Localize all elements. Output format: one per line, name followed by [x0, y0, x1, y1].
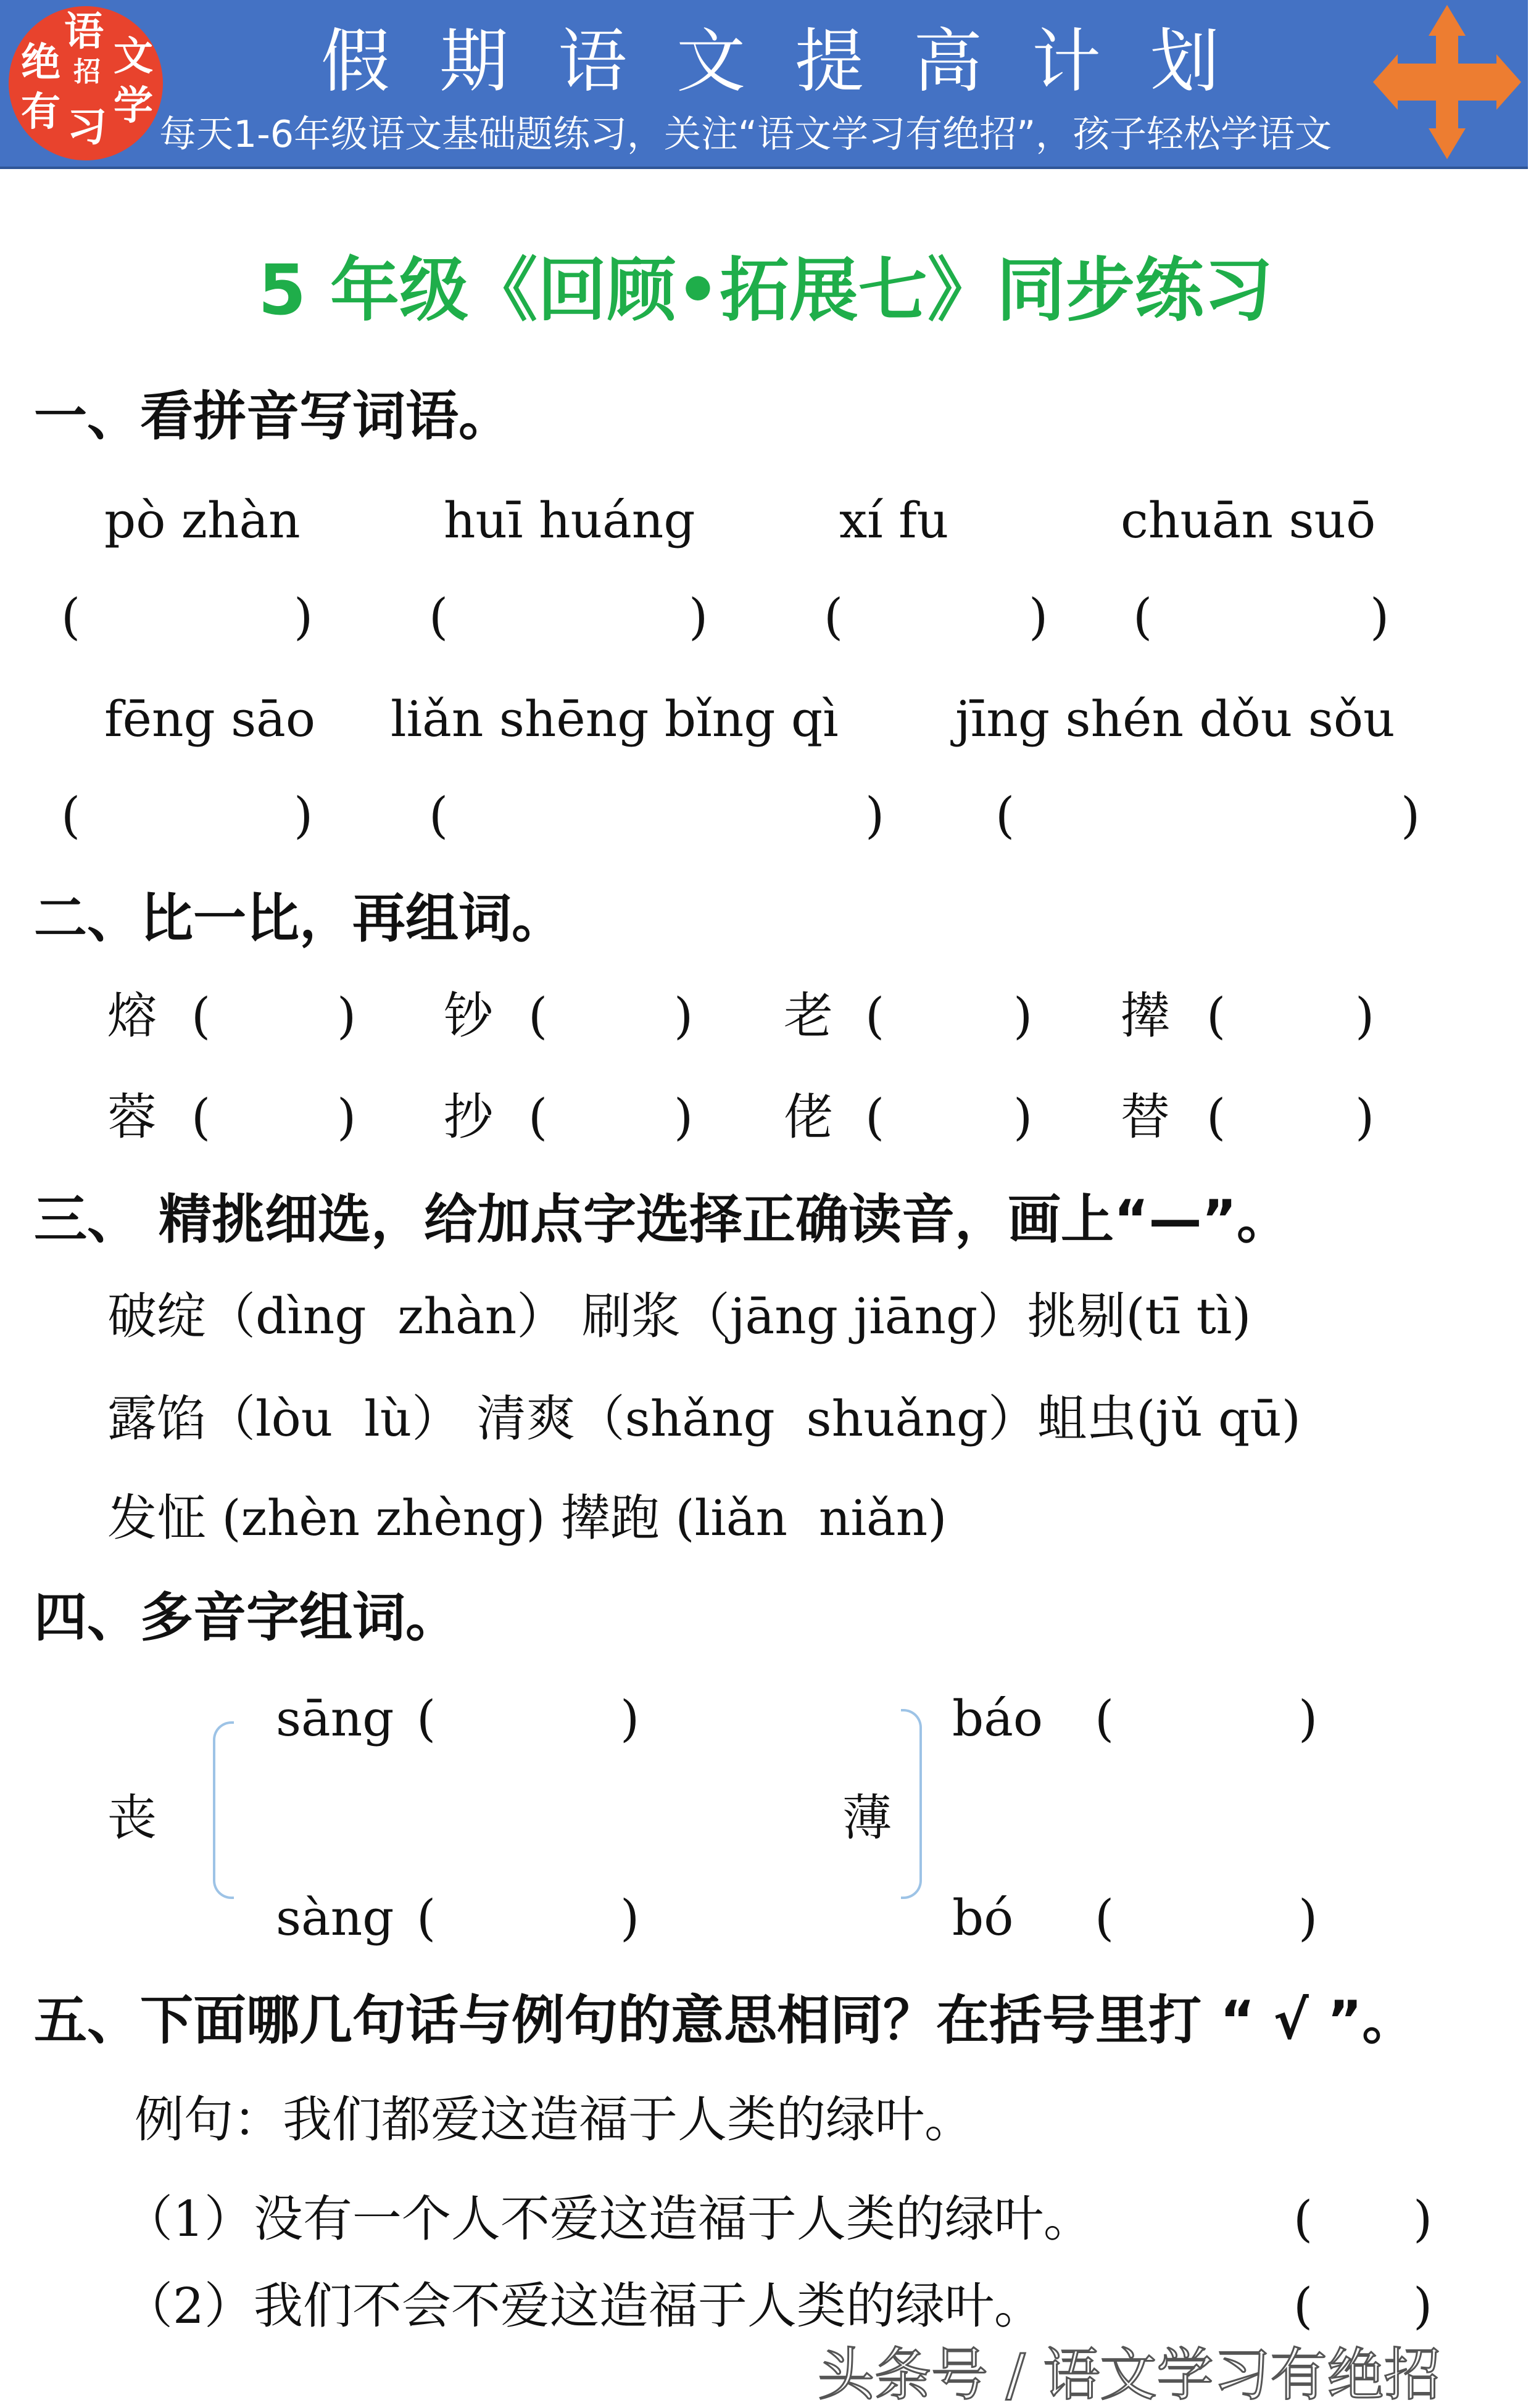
- banner-subtitle: 每天1-6年级语文基础题练习，关注“语文学习有绝招”，孩子轻松学语文: [159, 113, 1332, 156]
- section-3-heading: 三、 精挑细选，给加点字选择正确读音，画上“—”。: [34, 1189, 1290, 1251]
- bracket: ): [674, 987, 694, 1045]
- question-item: （2）我们不会不爱这造福于人类的绿叶。: [123, 2277, 1043, 2335]
- answer-bracket-open: (: [61, 787, 81, 844]
- logo-char: 文: [114, 34, 153, 80]
- reading-choice-line: 发怔 (zhèn zhèng) 撵跑 (liǎn niǎn): [107, 1489, 947, 1547]
- answer-bracket-open: (: [824, 588, 844, 645]
- bracket: ): [1298, 1690, 1318, 1747]
- header-banner: [0, 0, 1528, 169]
- logo-char: 有: [21, 89, 60, 135]
- answer-bracket-close: ): [1029, 588, 1048, 645]
- bracket: (: [191, 987, 211, 1045]
- bracket: ): [337, 987, 357, 1045]
- answer-bracket-open: (: [429, 588, 449, 645]
- bracket: ): [620, 1889, 640, 1947]
- answer-bracket-close: ): [1413, 2190, 1433, 2248]
- char: 老: [784, 987, 833, 1045]
- bracket: (: [417, 1690, 436, 1747]
- answer-bracket-open: (: [61, 588, 81, 645]
- reading: sāng: [276, 1690, 394, 1747]
- answer-bracket-open: (: [1293, 2277, 1313, 2335]
- polyphone-char: 薄: [842, 1789, 892, 1847]
- pinyin: fēng sāo: [104, 690, 316, 748]
- char: 钞: [444, 987, 493, 1045]
- page-title: 5 年级《回顾•拓展七》同步练习: [258, 250, 1273, 331]
- bracket: ): [674, 1088, 694, 1146]
- answer-bracket-close: ): [865, 787, 885, 844]
- bracket: (: [528, 987, 548, 1045]
- example-sentence: 例句：我们都爱这造福于人类的绿叶。: [135, 2091, 974, 2148]
- bracket: ): [1355, 987, 1375, 1045]
- section-2-heading: 二、比一比，再组词。: [34, 888, 565, 950]
- reading-choice-line: 破绽（dìng zhàn） 刷浆（jāng jiāng）挑剔(tī tì): [107, 1288, 1251, 1345]
- char: 撵: [1121, 987, 1170, 1045]
- char: 蓉: [107, 1088, 157, 1146]
- bracket: ): [1013, 1088, 1033, 1146]
- pinyin: pò zhàn: [104, 492, 301, 549]
- bracket: (: [865, 1088, 885, 1146]
- logo-char: 语: [64, 9, 104, 55]
- char: 替: [1121, 1088, 1170, 1146]
- logo: [9, 6, 163, 160]
- banner-title: 假期语文提高计划: [321, 22, 1269, 102]
- reading-choice-line: 露馅（lòu lù） 清爽（shǎng shuǎng）蛆虫(jǔ qū): [107, 1390, 1301, 1447]
- char: 佬: [784, 1088, 833, 1146]
- bracket: ): [1298, 1889, 1318, 1947]
- pinyin: huī huáng: [444, 492, 695, 549]
- pinyin: jīng shén dǒu sǒu: [955, 690, 1395, 748]
- bracket: (: [1095, 1889, 1114, 1947]
- bracket: (: [1206, 987, 1226, 1045]
- pinyin: chuān suō: [1121, 492, 1376, 549]
- bracket: (: [1095, 1690, 1114, 1747]
- reading: báo: [952, 1690, 1043, 1747]
- answer-bracket-close: ): [1413, 2277, 1433, 2335]
- answer-bracket-open: (: [429, 787, 449, 844]
- polyphone-char: 丧: [107, 1789, 157, 1847]
- char: 抄: [444, 1088, 493, 1146]
- section-4-heading: 四、多音字组词。: [34, 1587, 458, 1649]
- bracket: ): [1355, 1088, 1375, 1146]
- answer-bracket-open: (: [995, 787, 1015, 844]
- reading: bó: [952, 1889, 1014, 1947]
- brace: [901, 1709, 922, 1899]
- char: 熔: [107, 987, 157, 1045]
- watermark: 头条号 / 语文学习有绝招: [818, 2342, 1441, 2408]
- bracket: (: [417, 1889, 436, 1947]
- answer-bracket-close: ): [1401, 787, 1421, 844]
- question-item: （1）没有一个人不爱这造福于人类的绿叶。: [123, 2190, 1093, 2248]
- bracket: ): [1013, 987, 1033, 1045]
- logo-char: 习: [67, 105, 107, 151]
- answer-bracket-close: ): [294, 787, 313, 844]
- section-5-heading: 五、下面哪几句话与例句的意思相同？在括号里打 “ √ ”。: [34, 1990, 1416, 2051]
- answer-bracket-close: ): [294, 588, 313, 645]
- bracket: (: [191, 1088, 211, 1146]
- brace: [213, 1721, 234, 1899]
- logo-char: 招: [73, 56, 101, 88]
- pinyin: liǎn shēng bǐng qì: [391, 690, 839, 748]
- bracket: (: [1206, 1088, 1226, 1146]
- section-1-heading: 一、看拼音写词语。: [34, 386, 512, 447]
- four-way-arrow-icon: [1373, 5, 1521, 159]
- answer-bracket-open: (: [1133, 588, 1153, 645]
- bracket: ): [620, 1690, 640, 1747]
- answer-bracket-close: ): [689, 588, 708, 645]
- reading: sàng: [276, 1889, 394, 1947]
- answer-bracket-open: (: [1293, 2190, 1313, 2248]
- logo-char: 绝: [21, 40, 60, 86]
- bracket: ): [337, 1088, 357, 1146]
- bracket: (: [528, 1088, 548, 1146]
- answer-bracket-close: ): [1370, 588, 1390, 645]
- logo-char: 学: [114, 83, 153, 129]
- bracket: (: [865, 987, 885, 1045]
- pinyin: xí fu: [839, 492, 949, 549]
